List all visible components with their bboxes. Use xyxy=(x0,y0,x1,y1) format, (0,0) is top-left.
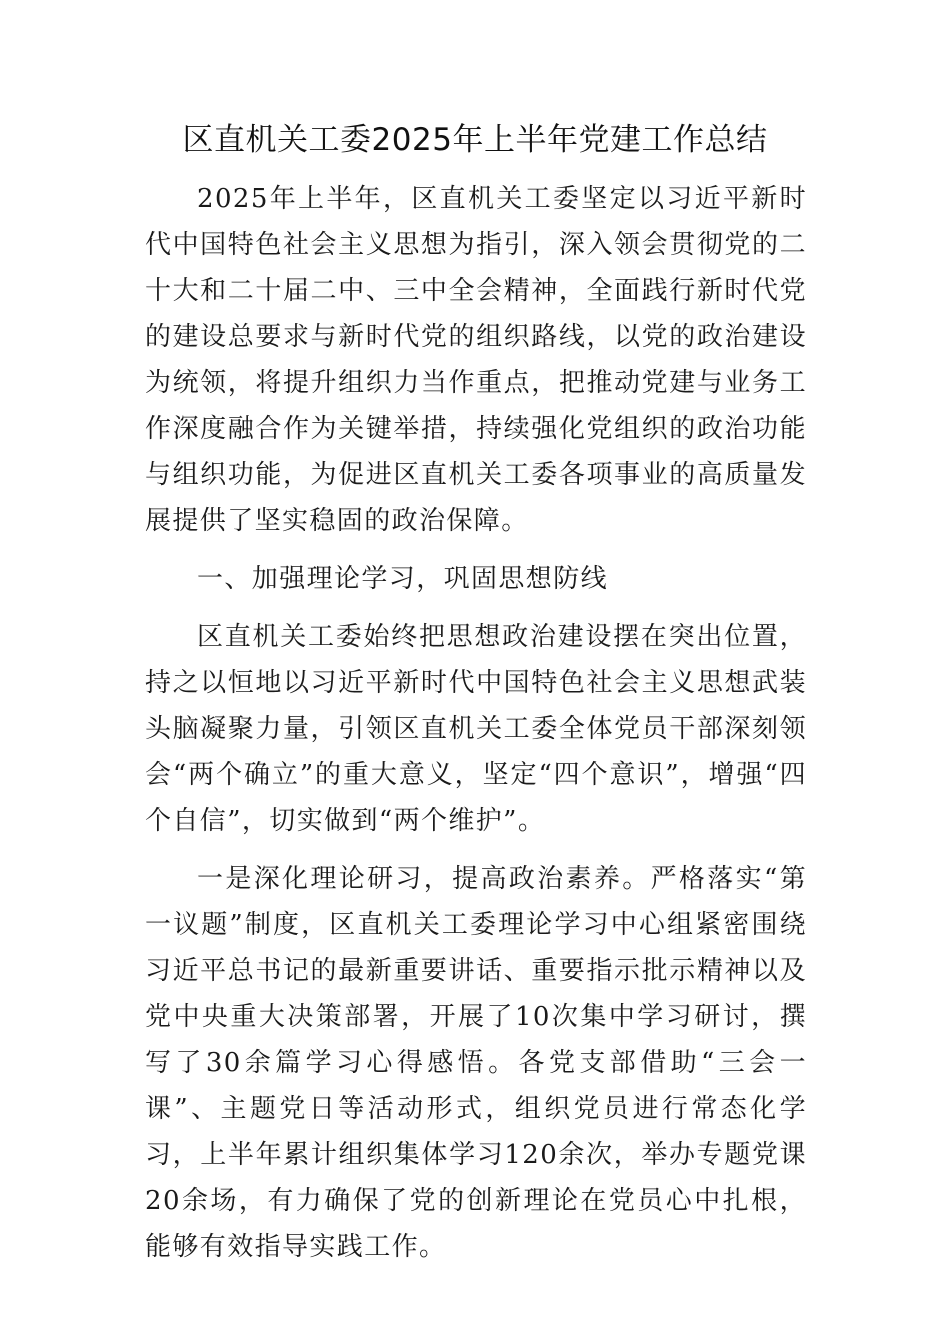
document-body xyxy=(145,176,807,1282)
section-1-paragraph-1: 区直机关工委始终把思想政治建设摆在突出位置，持之以恒地以习近平新时代中国特色社会主义思想武装头脑凝聚力量，引领区直机关工委全体党员干部深刻领会“两个确立”的重大意义，坚定“四个意识”，增强“四个自信”，切实做到“两个维护”。 xyxy=(145,622,807,836)
section-heading-1: 一、加强理论学习，巩固思想防线 xyxy=(197,564,609,594)
intro-paragraph: 2025年上半年，区直机关工委坚定以习近平新时代中国特色社会主义思想为指引，深入领会贯彻党的二十大和二十届二中、三中全会精神，全面践行新时代党的建设总要求与新时代党的组织路线，以党的政治建设为统领，将提升组织力当作重点，把推动党建与业务工作深度融合作为关键举措，持续强化党组织的政治功能与组织功能，为促进区直机关工委各项事业的高质量发展提供了坚实稳固的政治保障。 xyxy=(145,184,807,536)
document-title: 区直机关工委2025年上半年党建工作总结 xyxy=(182,122,768,158)
section-1-paragraph-2: 一是深化理论研习，提高政治素养。严格落实“第一议题”制度，区直机关工委理论学习中心组紧密围绕习近平总书记的最新重要讲话、重要指示批示精神以及党中央重大决策部署，开展了10次集中学习研讨，撰写了30余篇学习心得感悟。各党支部借助“三会一课”、主题党日等活动形式，组织党员进行常态化学习，上半年累计组织集体学习120余次，举办专题党课20余场，有力确保了党的创新理论在党员心中扎根，能够有效指导实践工作。 xyxy=(145,864,807,1262)
